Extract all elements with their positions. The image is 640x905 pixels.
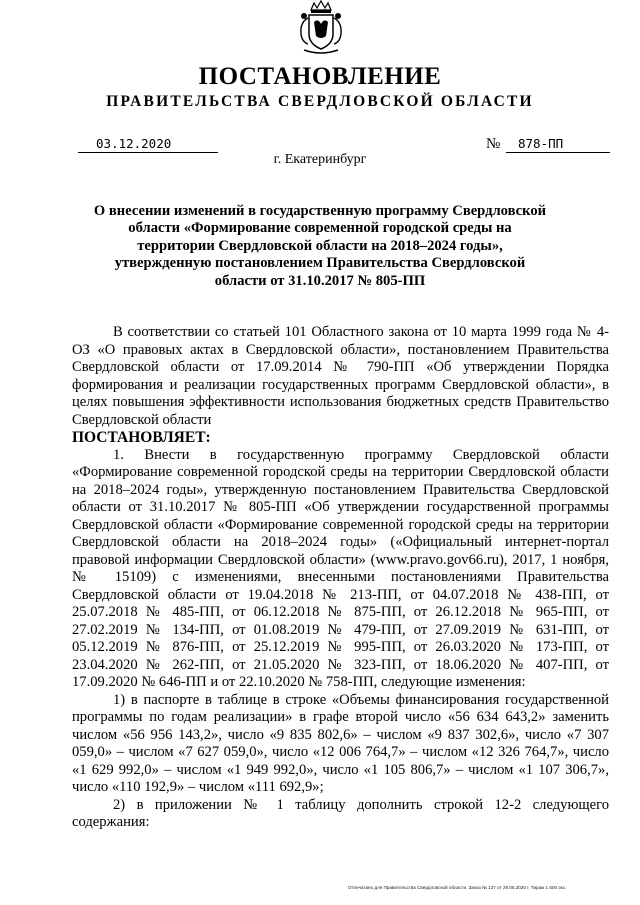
item-1-paragraph: 1. Внести в государственную программу Свердловской области «Формирование современной городской среды на территории Свердловской области на 2018–2024 годы», утвержденную постановлением Правительства Свердловской области от 31.10.2017 № 805-ПП «Об утверждении государственной программы Свердловской области «Формирование современной городской среды на территории Свердловской области на 2018–2024 годы» («Официальный интернет-портал правовой информации Свердловской области» (www.pravo.gov66.ru), 2017, 1 ноября, № 15109) с изменениями, внесенными постановлениями Правительства Свердловской области от 19.04.2018 № 213-ПП, от 04.07.2018 № 438-ПП, от 25.07.2018 № 485-ПП, от 06.12.2018 № 875-ПП, от 26.12.2018 № 965-ПП, от 27.02.2019 № 134-ПП, от 01.08.2019 № 479-ПП, от 27.09.2019 № 631-ПП, от 05.12.2019 № 876-ПП, от 25.12.2019 № 995-ПП, от 26.03.2020 № 173-ПП, от 23.04.2020 № 262-ПП, от 21.05.2020 № 323-ПП, от 18.06.2020 № 407-ПП, от 17.09.2020 № 646-ПП и от 22.10.2020 № 758-ПП, следующие изменения:	[72, 446, 609, 690]
document-date: 03.12.2020	[78, 136, 218, 153]
intro-paragraph: В соответствии со статьей 101 Областного закона от 10 марта 1999 года № 4-ОЗ «О правовых актах в Свердловской области», постановлением Правительства Свердловской области от 17.09.2014 № 790-ПП «Об утверждении Порядка формирования и реализации государственных программ Свердловской области», в целях повышения эффективности использования бюджетных средств Правительство Свердловской области	[72, 324, 609, 428]
item-1-1-paragraph: 1) в паспорте в таблице в строке «Объемы финансирования государственной программы по годам реализации» в графе второй число «56 634 643,2» заменить числом «56 956 143,2», число «9 835 802,6» – числом «9 837 302,6», число «7 307 059,0» – числом «7 627 059,0», число «12 006 764,7» – числом «12 326 764,7», число «1 629 992,0» – числом «1 949 992,0», число «1 105 806,7» – числом «1 107 306,7», число «110 192,9» – числом «111 692,9»;	[72, 691, 609, 795]
document-body	[72, 324, 609, 832]
coat-of-arms-icon	[296, 0, 346, 56]
number-sign: №	[486, 136, 501, 152]
issuer-heading: ПРАВИТЕЛЬСТВА СВЕРДЛОВСКОЙ ОБЛАСТИ	[106, 93, 534, 110]
document-number: 878-ПП	[506, 136, 610, 153]
document-title: О внесении изменений в государственную программу Свердловской области «Формирование современной городской среды на территории Свердловской области на 2018–2024 годы», утвержденную постановлением Правительства Свердловской области от 31.10.2017 № 805-ПП	[93, 203, 547, 289]
print-footer: Отпечатано для Правительства Свердловской области. Заказ № 137 от 29.05.2020 г. Тираж 1 500 экз.	[348, 885, 567, 890]
document-type-heading: ПОСТАНОВЛЕНИЕ	[198, 63, 442, 90]
item-1-2-paragraph: 2) в приложении № 1 таблицу дополнить строкой 12-2 следующего содержания:	[72, 796, 609, 830]
resolves-heading: ПОСТАНОВЛЯЕТ:	[72, 429, 211, 446]
city-line: г. Екатеринбург	[273, 152, 367, 167]
